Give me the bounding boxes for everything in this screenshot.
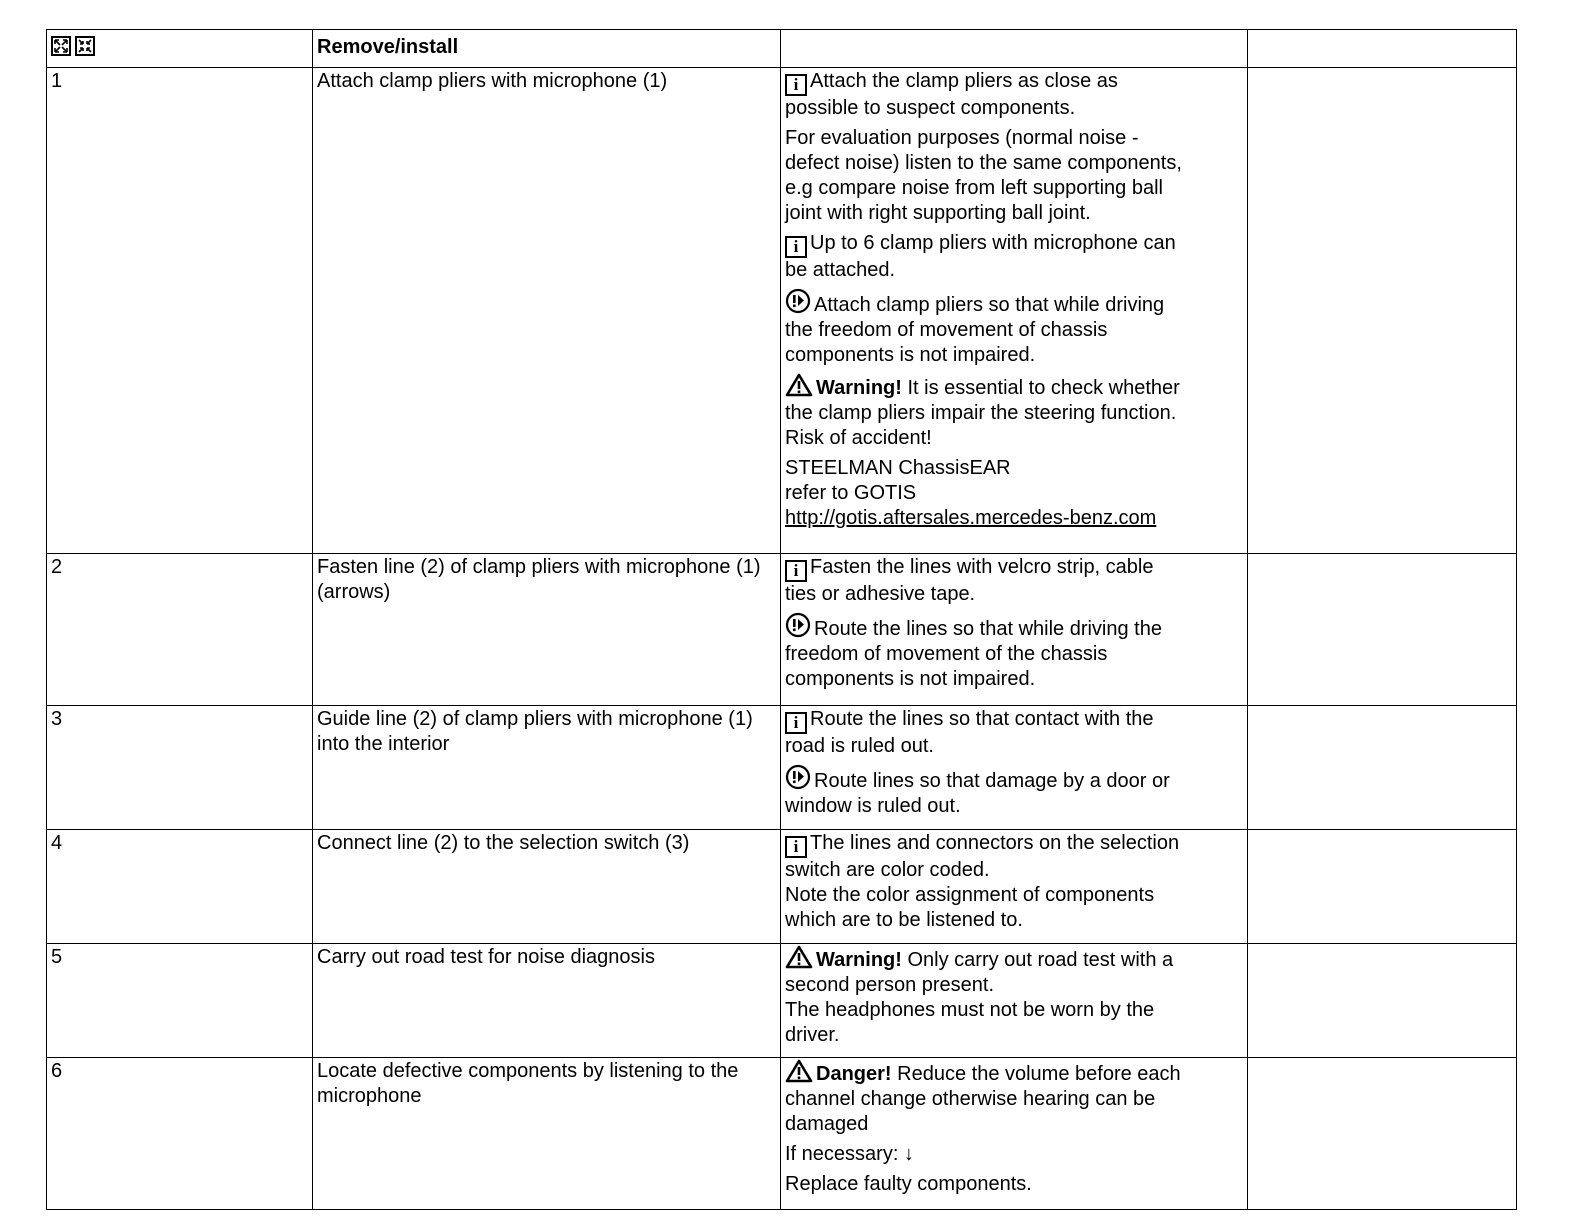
- expand-icon[interactable]: [51, 36, 71, 56]
- table-row: [47, 706, 1517, 830]
- step-action: Locate defective components by listening to the microphone: [313, 1058, 781, 1210]
- note-text: refer to GOTIS: [785, 482, 917, 504]
- header-title-cell: [313, 30, 781, 68]
- note-text: road is ruled out.: [785, 735, 934, 757]
- procedure-table: [46, 29, 1517, 1210]
- empty-cell: [1248, 554, 1517, 706]
- note-text: the clamp pliers impair the steering function.: [785, 402, 1177, 424]
- table-row: [47, 68, 1517, 554]
- note-line: [785, 831, 1243, 858]
- table-row: [47, 554, 1517, 706]
- note-text: channel change otherwise hearing can be: [785, 1088, 1156, 1110]
- collapse-icon[interactable]: [75, 36, 95, 56]
- note-text: The lines and connectors on the selection: [810, 832, 1180, 854]
- note-text: freedom of movement of the chassis: [785, 643, 1108, 665]
- header-title: Remove/install: [317, 36, 459, 58]
- note-text: Route lines so that damage by a door or: [814, 770, 1170, 792]
- note-text: Replace faulty components.: [785, 1173, 1032, 1195]
- step-number: 4: [47, 830, 313, 944]
- note-paragraph: [785, 126, 1243, 226]
- note-line: [785, 201, 1243, 226]
- step-number: 2: [47, 554, 313, 706]
- step-notes: [781, 554, 1248, 706]
- table-row: [47, 1058, 1517, 1210]
- header-row: [47, 30, 1517, 68]
- note-line: [785, 96, 1243, 121]
- note-line: [785, 973, 1243, 998]
- note-paragraph: [785, 456, 1243, 531]
- note-line: [785, 858, 1243, 883]
- note-paragraph: [785, 231, 1243, 283]
- note-paragraph: [785, 764, 1243, 819]
- table-row: [47, 944, 1517, 1058]
- note-text: Reduce the volume before each: [897, 1063, 1181, 1085]
- note-paragraph: [785, 373, 1243, 451]
- step-notes: [781, 1058, 1248, 1210]
- note-line: [785, 176, 1243, 201]
- note-text: ties or adhesive tape.: [785, 583, 976, 605]
- empty-cell: [1248, 1058, 1517, 1210]
- note-line: [785, 707, 1243, 734]
- note-paragraph: [785, 555, 1243, 607]
- note-paragraph: [785, 831, 1243, 933]
- note-text: possible to suspect components.: [785, 97, 1076, 119]
- header-icons-cell: [47, 30, 313, 68]
- note-text: damaged: [785, 1113, 869, 1135]
- step-action: Fasten line (2) of clamp pliers with microphone (1) (arrows): [313, 554, 781, 706]
- step-notes: [781, 68, 1248, 554]
- note-text: which are to be listened to.: [785, 909, 1023, 931]
- warning-icon: [785, 1059, 813, 1083]
- procedure-table-body: [47, 30, 1517, 1210]
- note-text: second person present.: [785, 974, 995, 996]
- note-paragraph: [785, 707, 1243, 759]
- gotis-link[interactable]: http://gotis.aftersales.mercedes-benz.com: [785, 507, 1157, 529]
- note-line: [785, 1172, 1243, 1197]
- note-text: defect noise) listen to the same components,: [785, 152, 1182, 174]
- info-icon: i: [785, 236, 807, 258]
- note-line: [785, 401, 1243, 426]
- empty-cell: [1248, 830, 1517, 944]
- alert-label: Warning!: [816, 949, 902, 971]
- empty-cell: [1248, 944, 1517, 1058]
- note-line: [785, 151, 1243, 176]
- step-number: 1: [47, 68, 313, 554]
- note-arrow-icon: [785, 612, 811, 638]
- note-paragraph: [785, 69, 1243, 121]
- note-text: Risk of accident!: [785, 427, 932, 449]
- note-line: [785, 1087, 1243, 1112]
- note-line: [785, 642, 1243, 667]
- table-row: [47, 830, 1517, 944]
- note-text: Attach the clamp pliers as close as: [810, 70, 1118, 92]
- note-line: [785, 481, 1243, 506]
- note-line: [785, 258, 1243, 283]
- note-text: The headphones must not be worn by the: [785, 999, 1155, 1021]
- info-icon: i: [785, 560, 807, 582]
- header-empty-cell: [1248, 30, 1517, 68]
- note-line: [785, 456, 1243, 481]
- note-text: driver.: [785, 1024, 840, 1046]
- note-text: Route the lines so that contact with the: [810, 708, 1154, 730]
- note-text: components is not impaired.: [785, 344, 1036, 366]
- note-arrow-icon: [785, 764, 811, 790]
- note-line: [785, 318, 1243, 343]
- note-line: [785, 612, 1243, 642]
- empty-cell: [1248, 68, 1517, 554]
- note-text: e.g compare noise from left supporting ball: [785, 177, 1163, 199]
- empty-cell: [1248, 706, 1517, 830]
- note-line: [785, 582, 1243, 607]
- step-notes: [781, 830, 1248, 944]
- note-text: window is ruled out.: [785, 795, 961, 817]
- step-number: 6: [47, 1058, 313, 1210]
- note-line: [785, 126, 1243, 151]
- note-line: [785, 1023, 1243, 1048]
- note-line: [785, 1059, 1243, 1087]
- step-action: Carry out road test for noise diagnosis: [313, 944, 781, 1058]
- note-text: STEELMAN ChassisEAR: [785, 457, 1011, 479]
- step-notes: [781, 706, 1248, 830]
- note-paragraph: [785, 1142, 1243, 1167]
- note-text: Up to 6 clamp pliers with microphone can: [810, 232, 1176, 254]
- note-text: It is essential to check whether: [907, 377, 1180, 399]
- note-text: Attach clamp pliers so that while driving: [814, 294, 1165, 316]
- note-text: For evaluation purposes (normal noise -: [785, 127, 1139, 149]
- header-empty-cell: [781, 30, 1248, 68]
- note-text: Route the lines so that while driving the: [814, 618, 1162, 640]
- note-line: [785, 373, 1243, 401]
- note-line: [785, 1142, 1243, 1167]
- note-text: the freedom of movement of chassis: [785, 319, 1108, 341]
- note-text: Note the color assignment of components: [785, 884, 1155, 906]
- note-line: [785, 908, 1243, 933]
- warning-icon: [785, 945, 813, 969]
- note-line: [785, 945, 1243, 973]
- note-line: [785, 1112, 1243, 1137]
- step-number: 3: [47, 706, 313, 830]
- alert-label: Warning!: [816, 377, 902, 399]
- note-paragraph: [785, 612, 1243, 692]
- note-line: [785, 231, 1243, 258]
- note-line: [785, 343, 1243, 368]
- note-line: [785, 69, 1243, 96]
- warning-icon: [785, 373, 813, 397]
- note-text: switch are color coded.: [785, 859, 990, 881]
- step-number: 5: [47, 944, 313, 1058]
- note-text: If necessary: ↓: [785, 1143, 914, 1165]
- note-line: [785, 288, 1243, 318]
- note-text: Only carry out road test with a: [907, 949, 1174, 971]
- note-line: [785, 998, 1243, 1023]
- step-action: Attach clamp pliers with microphone (1): [313, 68, 781, 554]
- note-line: [785, 555, 1243, 582]
- note-paragraph: [785, 945, 1243, 1048]
- info-icon: i: [785, 74, 807, 96]
- note-paragraph: [785, 288, 1243, 368]
- note-text: components is not impaired.: [785, 668, 1036, 690]
- step-action: Guide line (2) of clamp pliers with microphone (1) into the interior: [313, 706, 781, 830]
- note-paragraph: [785, 1059, 1243, 1137]
- info-icon: i: [785, 712, 807, 734]
- note-paragraph: [785, 1172, 1243, 1197]
- note-line: [785, 426, 1243, 451]
- step-notes: [781, 944, 1248, 1058]
- note-line: [785, 794, 1243, 819]
- info-icon: i: [785, 836, 807, 858]
- note-text: be attached.: [785, 259, 896, 281]
- note-text: joint with right supporting ball joint.: [785, 202, 1091, 224]
- note-line: [785, 734, 1243, 759]
- note-line: [785, 667, 1243, 692]
- note-text: Fasten the lines with velcro strip, cable: [810, 556, 1154, 578]
- note-arrow-icon: [785, 288, 811, 314]
- alert-label: Danger!: [816, 1063, 892, 1085]
- step-action: Connect line (2) to the selection switch (3): [313, 830, 781, 944]
- note-line: [785, 883, 1243, 908]
- note-line: [785, 764, 1243, 794]
